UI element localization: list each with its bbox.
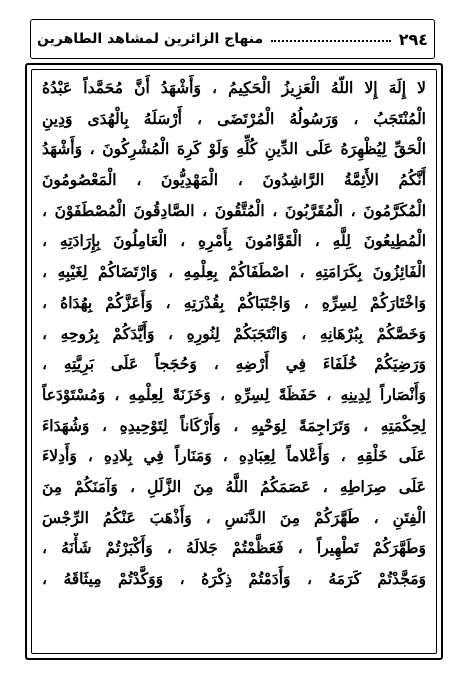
text-line: أَنَّكُمُ الأَئِمَّةُ الرَّاشِدُونَ ، الْمَهْدِيُّونَ ، الْمَعْصُومُونَ	[42, 170, 426, 190]
text-line: عَلَى صِرَاطِهِ ، عَصَمَكُمُ اللَّهُ مِنَ الزَّلَلِ ، وَآمَنَكُمْ مِنَ	[42, 476, 426, 496]
text-line: وَأَنْصَاراً لِدِينِهِ ، حَفَظَةً لِسِرِّهِ ، وَخَزَنَةً لِعِلْمِهِ ، وَمُسْتَوْدَعاً	[42, 384, 426, 404]
text-line: الْفِتَنِ ، طَهَّرَكُمْ مِنَ الدَّنَسِ ، وَأَذْهَبَ عَنْكُمُ الرِّجْسَ	[42, 507, 426, 527]
header-dotted-separator	[271, 40, 391, 42]
text-frame	[25, 63, 443, 660]
text-line: وَاخْتَارَكُمْ لِسِرِّهِ ، وَاجْتَبَاكُمْ بِقُدْرَتِهِ ، وَأَعَزَّكُمْ بِهُدَاهُ ،	[42, 292, 426, 312]
text-line: الْمُكَرَّمُونَ ، الْمُقَرَّبُونَ ، الْمُتَّقُونَ ، الصَّادِقُونَ الْمُصْطَفَوْنَ ،	[42, 200, 426, 220]
text-line: لا إِلَهَ إِلا اللّهُ الْعَزِيزُ الْحَكِيمُ ، وَأَشْهَدُ أَنَّ مُحَمَّداً عَبْدُهُ	[42, 78, 426, 97]
text-line: عَلَى خَلْقِهِ ، وَأَعْلاماً لِعِبَادِهِ ، وَمَنَاراً فِي بِلادِهِ ، وَأَدِلاءَ	[42, 446, 426, 466]
text-line: الْفَائِزُونَ بِكَرَامَتِهِ ، اصْطَفَاكُمْ بِعِلْمِهِ ، وَارْتَضَاكُمْ لِغَيْبِهِ ،	[42, 262, 426, 282]
text-line: وَمَجَّدْتُمْ كَرَمَهُ ، وَأَدَمْتُمْ ذِكْرَهُ ، وَوَكَّدْتُمْ مِيثَاقَهُ ،	[42, 569, 426, 588]
text-line: الْمُطِيعُونَ لِلَّهِ ، الْقَوَّامُونَ بِأَمْرِهِ ، الْعَامِلُونَ بِإِرَادَتِهِ ،	[42, 231, 426, 251]
book-title: منهاج الزائرين لمشاهد الطاهرين	[37, 31, 264, 47]
supplication-text	[42, 73, 426, 650]
text-line: وَطَهَّرَكُمْ تَطْهِيراً ، فَعَظَّمْتُمْ جَلالَهُ ، وَأَكْبَرْتُمْ شَأْنَهُ ،	[42, 538, 426, 558]
text-line: الْحَقِّ لِيُظْهِرَهُ عَلَى الدِّينِ كُلِّهِ وَلَوْ كَرِهَ الْمُشْرِكُونَ ، وَأَشْهَدُ	[42, 139, 426, 159]
text-line: الْمُنْتَجَبُ ، وَرَسُولُهُ الْمُرْتَضَى ، أَرْسَلَهُ بِالْهُدَى وَدِينِ	[42, 108, 426, 128]
page-number: ٢٩٤	[398, 29, 428, 49]
text-line: وَرَضِيَكُمْ خُلَفَاءَ فِي أَرْضِهِ ، وَحُجَجاً عَلَى بَرِيَّتِهِ ،	[42, 354, 426, 374]
text-line: وَخَصَّكُمْ بِبُرْهَانِهِ ، وَانْتَجَبَكُمْ لِنُورِهِ ، وَأَيَّدَكُمْ بِرُوحِهِ ،	[42, 323, 426, 343]
page-header	[30, 19, 435, 59]
text-line: لِحِكْمَتِهِ ، وَتَرَاجِمَةً لِوَحْيِهِ ، وَأَرْكَاناً لِتَوْحِيدِهِ ، وَشُهَدَاءَ	[42, 415, 426, 435]
